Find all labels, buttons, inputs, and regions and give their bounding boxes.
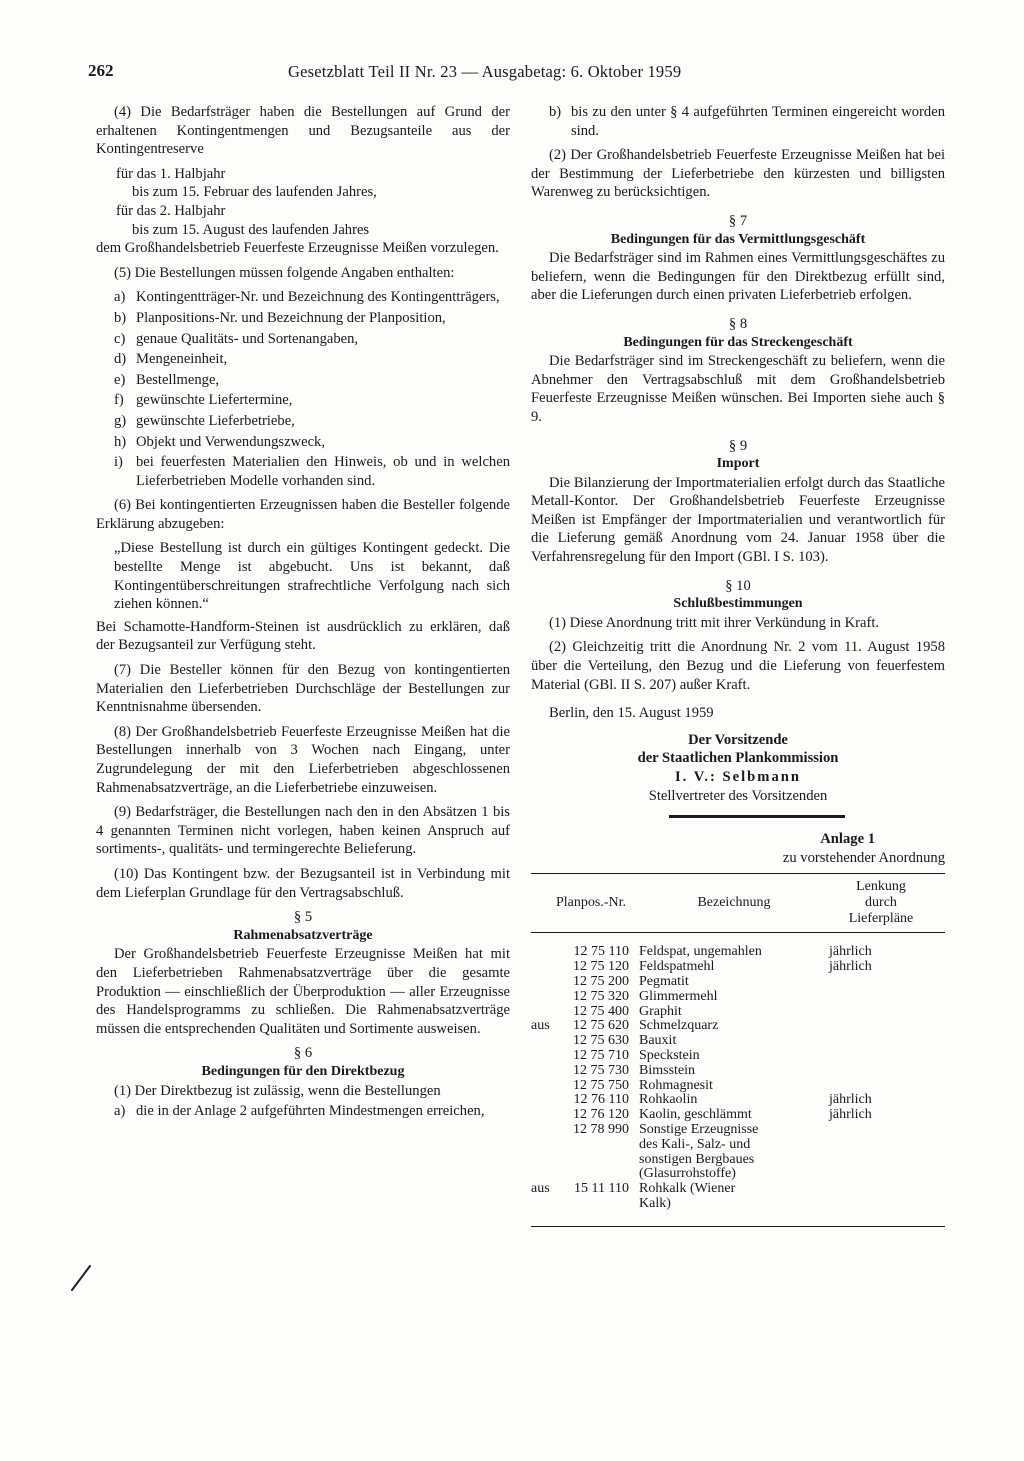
list-item: f) gewünschte Liefertermine,	[114, 392, 293, 409]
paragraph-9: (9) Bedarfsträger, die Bestellungen nach den in den Absätzen 1 bis 4 genannten Terminen nicht vorlegen, haben keinen Anspruch auf sortiments-, qualitäts- und termingerechte Belieferung.	[96, 804, 510, 858]
section-7-heading: § 7	[728, 212, 748, 229]
page-number: 262	[88, 61, 114, 80]
table-row: sonstigen Bergbaues	[639, 1151, 755, 1167]
paragraph-7: (7) Die Besteller können für den Bezug von kontingentierten Materialien den Lieferbetrieben Durchschläge der Bestellungen zur Kenntnisnahme übersenden.	[96, 662, 510, 716]
pencil-mark-icon	[70, 1262, 94, 1292]
page-title: Gesetzblatt Teil II Nr. 23 — Ausgabetag: 6. Oktober 1959	[288, 62, 682, 81]
list-item: a) die in der Anlage 2 aufgeführten Mindestmengen erreichen,	[114, 1103, 485, 1120]
left-column	[96, 103, 510, 1123]
half-year-2-date: bis zum 15. August des laufenden Jahres	[132, 221, 370, 238]
half-year-1-label: für das 1. Halbjahr	[116, 165, 226, 182]
list-item: a) Kontingentträger-Nr. und Bezeichnung des Kontingentträgers,	[114, 289, 500, 306]
table-row: 12 75 120 Feldspatmehl jährlich	[573, 959, 872, 975]
section-5-title: Rahmenabsatzverträge	[233, 927, 373, 943]
signature-role: Stellvertreter des Vorsitzenden	[648, 787, 828, 804]
list-item: b) Planpositions-Nr. und Bezeichnung der Planposition,	[114, 309, 446, 326]
annex-title: Anlage 1	[820, 831, 875, 848]
section-5-heading: § 5	[293, 909, 313, 926]
paragraph-4-end: dem Großhandelsbetrieb Feuerfeste Erzeugnisse Meißen vorzulegen.	[96, 240, 499, 257]
paragraph-6-end: Bei Schamotte-Handform-Steinen ist ausdrücklich zu erklären, daß der Bezugsanteil zur Verfügung steht.	[96, 618, 510, 654]
section-8-title: Bedingungen für das Streckengeschäft	[623, 334, 853, 350]
section-10-heading: § 10	[725, 577, 751, 594]
signature-block	[531, 731, 945, 805]
list-item: c) genaue Qualitäts- und Sortenangaben,	[114, 330, 359, 347]
table-row: 12 75 750 Rohmagnesit	[573, 1077, 713, 1093]
annex-subtitle: zu vorstehender Anordnung	[782, 849, 945, 866]
signature-name: I. V.: Selbmann	[675, 769, 801, 785]
section-9-text: Die Bilanzierung der Importmaterialien erfolgt durch das Staatliche Metall-Kontor. Der Großhandelsbetrieb Feuerfeste Erzeugnisse Meißen ist Empfänger der Importmaterialien und verantwortlich für die Lieferung gemäß Anordnung vom 24. Januar 1958 über die Verfahrensregelung für den Import (GBl. I S. 103).	[531, 474, 945, 566]
column-header-planpos: Planpos.-Nr.	[556, 895, 626, 911]
page-header	[88, 61, 944, 85]
section-6-paragraph-1: (1) Der Direktbezug ist zulässig, wenn die Bestellungen	[114, 1082, 441, 1099]
section-9-heading: § 9	[728, 437, 748, 454]
signature-line-1: Der Vorsitzende	[688, 731, 788, 748]
table-body	[531, 945, 945, 1211]
divider	[669, 815, 845, 818]
table-row: 12 76 110 Rohkaolin jährlich	[573, 1092, 872, 1108]
half-year-1-date: bis zum 15. Februar des laufenden Jahres,	[132, 184, 377, 201]
table-row: 12 75 400 Graphit	[573, 1003, 682, 1019]
paragraph-5-intro: (5) Die Bestellungen müssen folgende Angaben enthalten:	[114, 264, 455, 281]
table-row: aus 12 75 620 Schmelzquarz	[531, 1018, 719, 1034]
paragraph-8: (8) Der Großhandelsbetrieb Feuerfeste Erzeugnisse Meißen hat die Bestellungen innerhalb von 3 Wochen nach Eingang, unter Zugrundelegung der mit den Lieferbetrieben abgeschlossenen Rahmenabsatzverträge, an die Lieferbetriebe einzuweisen.	[96, 723, 510, 796]
table-row: 12 76 120 Kaolin, geschlämmt jährlich	[573, 1107, 872, 1123]
list-item: b) bis zu den unter § 4 aufgeführten Terminen eingereicht worden sind.	[549, 104, 945, 139]
section-10-paragraph-2: (2) Gleichzeitig tritt die Anordnung Nr. 2 vom 11. August 1958 über die Verteilung, den Bezug und die Lieferung von feuerfestem Material (GBl. II S. 207) außer Kraft.	[531, 639, 945, 693]
section-6-title: Bedingungen für den Direktbezug	[201, 1063, 405, 1079]
paragraph-4-intro: (4) Die Bedarfsträger haben die Bestellungen auf Grund der erhaltenen Kontingentmengen und Bezugsanteile aus der Kontingentreserve	[96, 104, 510, 158]
section-6-heading: § 6	[293, 1045, 313, 1062]
section-8-heading: § 8	[728, 315, 748, 332]
table-row: 12 75 320 Glimmermehl	[573, 988, 718, 1004]
table-row: 12 75 730 Bimsstein	[573, 1062, 696, 1078]
list-item: i) bei feuerfesten Materialien den Hinweis, ob und in welchen Lieferbetrieben Modelle vorhanden sind.	[114, 454, 510, 489]
table-row: 12 75 710 Speckstein	[573, 1047, 700, 1063]
table-bottom-rule	[531, 1226, 945, 1227]
list-item: g) gewünschte Lieferbetriebe,	[114, 412, 295, 429]
signature-line-2: der Staatlichen Plankommission	[637, 750, 839, 767]
section-6-paragraph-2: (2) Der Großhandelsbetrieb Feuerfeste Erzeugnisse Meißen hat bei der Bestimmung der Lieferbetriebe den kürzesten und billigsten Warenweg zu berücksichtigen.	[531, 147, 945, 201]
table-row: 12 75 200 Pegmatit	[573, 973, 689, 989]
section-10-title: Schlußbestimmungen	[673, 596, 803, 612]
paragraph-5-list	[96, 288, 510, 490]
table-row: des Kali-, Salz- und	[639, 1136, 751, 1152]
table-row: 12 78 990 Sonstige Erzeugnisse	[573, 1121, 759, 1137]
list-item: e) Bestellmenge,	[114, 371, 220, 388]
place-date: Berlin, den 15. August 1959	[549, 705, 714, 722]
table-row: 12 75 110 Feldspat, ungemahlen jährlich	[573, 944, 872, 960]
table-row: Kalk)	[639, 1195, 671, 1211]
section-7-text: Die Bedarfsträger sind im Rahmen eines Vermittlungsgeschäftes zu beliefern, wenn die Bedingungen für den Direktbezug erfüllt sind, aber die Lieferungen durch einen privaten Lieferbetrieb erfolgen.	[531, 250, 945, 304]
paragraph-6-intro: (6) Bei kontingentierten Erzeugnissen haben die Besteller folgende Erklärung abzugeben:	[96, 497, 510, 532]
list-item: h) Objekt und Verwendungszweck,	[114, 433, 325, 450]
table-row: aus 15 11 110 Rohkalk (Wiener	[531, 1181, 736, 1197]
right-column	[531, 103, 945, 1227]
section-7-title: Bedingungen für das Vermittlungsgeschäft	[610, 231, 866, 247]
list-item: d) Mengeneinheit,	[114, 351, 228, 368]
declaration-quote: „Diese Bestellung ist durch ein gültiges Kontingent gedeckt. Die bestellte Menge ist abgebucht. Uns ist bekannt, daß Kontingentüberschreitungen strafrechtliche Verfolgung nach sich ziehen können.“	[114, 540, 510, 613]
section-10-paragraph-1: (1) Diese Anordnung tritt mit ihrer Verkündung in Kraft.	[549, 614, 880, 631]
column-header-bezeichnung: Bezeichnung	[697, 895, 771, 911]
paragraph-10: (10) Das Kontingent bzw. der Bezugsanteil ist in Verbindung mit dem Lieferplan Grundlage für den Vertragsabschluß.	[96, 865, 510, 901]
section-9-title: Import	[716, 456, 760, 472]
table-header	[531, 874, 945, 933]
table-row: 12 75 630 Bauxit	[573, 1033, 677, 1049]
section-5-text: Der Großhandelsbetrieb Feuerfeste Erzeugnisse Meißen hat mit den Lieferbetrieben Rahmenabsatzverträge über die gesamte Produktion — einschließlich der Überproduktion — aller Erzeugnisse des Handelsprogramms zu schließen. Die Rahmenabsatzverträge müssen die entsprechenden Qualitäten und Sortimente ausweisen.	[96, 946, 510, 1037]
section-8-text: Die Bedarfsträger sind im Streckengeschäft zu beliefern, wenn die Abnehmer den Vertragsabschluß mit dem Großhandelsbetrieb Feuerfeste Erzeugnisse Meißen wünschen. Bei Importen siehe auch § 9.	[531, 353, 945, 425]
half-year-2-label: für das 2. Halbjahr	[116, 202, 226, 219]
table-row: (Glasurrohstoffe)	[639, 1166, 736, 1182]
column-header-lenkung: Lenkung durch Lieferpläne	[848, 879, 914, 927]
